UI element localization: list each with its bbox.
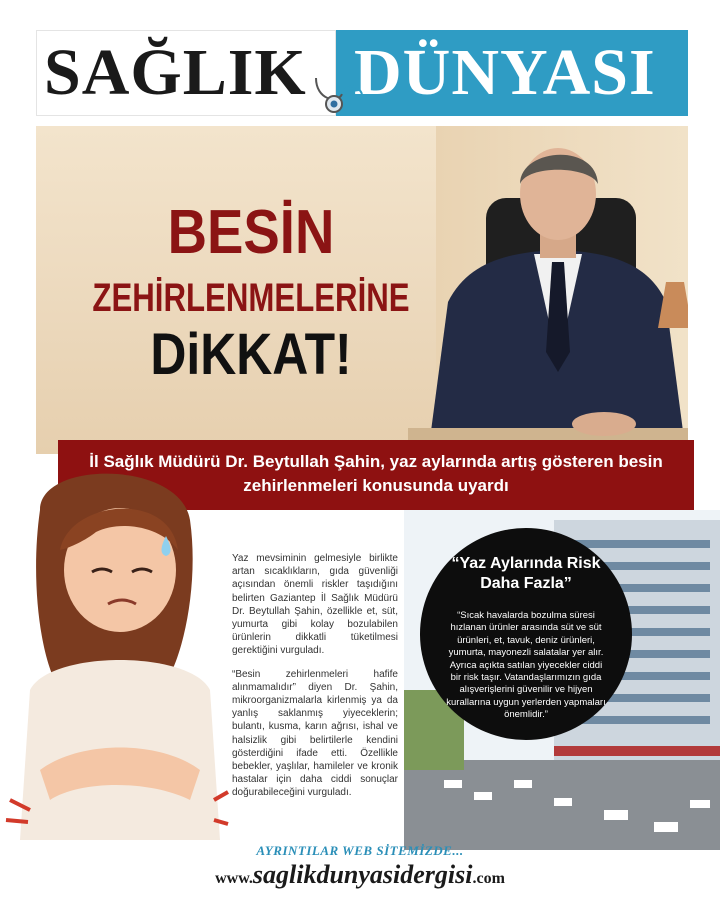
article-paragraph-1: Yaz mevsiminin gelmesiyle birlikte artan sıcaklıkların, gıda güvenliği açısından önemli riskler taşıdığını belirten Gaziantep İl Sağlık Müdürü Dr. Beytullah Şahin, özellikle et, süt, yumurta gibi kolay bozulabilen ürünlerin dikkatli tüketilmesi gerektiğini vurguladı. [232,553,398,657]
official-portrait [408,132,688,454]
quote-body: “Sıcak havalarda bozulma süresi hızlanan ürünler arasında süt ve süt ürünleri, et, tavuk, deniz ürünleri, yumurta, mayonezli salatalar yer alır. Ayrıca açıkta satılan yiyecekler ciddi bir risk taşır. Vatandaşlarımızın gıda alışverişlerini güvenilir ve hijyen kurallarına uygun yerlerden yapmaları önemlidir.” [446,610,606,721]
hero-panel [36,126,688,454]
url-prefix: www. [215,870,253,887]
headline-line3: DiKKAT! [150,322,352,387]
masthead-title-word1: SAĞLIK [44,36,307,109]
article-body [232,552,398,810]
url-domain: saglikdunyasidergisi [252,860,473,889]
sick-woman-illustration [0,470,230,840]
article-paragraph-2: “Besin zehirlenmeleri hafife alınmamalıdır” diyen Dr. Şahin, mikroorganizmalarla kirlenmiş ya da yanlış saklanmış yiyeceklerin; bulantı, kusma, karın ağrısı, ishal ve halsizlik gibi belirtilerle kendini gösterdiğini ifade etti. Özellikle bebekler, yaşlılar, hamileler ve kronik hastalar için daha ciddi sonuçlar doğurabileceğini vurguladı. [232,668,398,799]
quote-title: “Yaz Aylarında Risk Daha Fazla” [451,555,601,592]
url-suffix: .com [472,870,505,887]
headline-line2: ZEHİRLENMELERİNE [92,276,410,320]
masthead [36,30,688,116]
footer-website-url[interactable] [0,860,720,890]
footer-tagline: AYRINTILAR WEB SİTEMİZDE... [256,843,464,858]
subheading-text: İl Sağlık Müdürü Dr. Beytullah Şahin, yaz aylarında artış gösteren besin zehirlenmeleri konusunda uyardı [89,452,663,495]
headline-line1: BESİN [167,198,335,267]
masthead-title-word2: DÜNYASI [354,36,656,109]
stethoscope-icon [312,74,368,116]
